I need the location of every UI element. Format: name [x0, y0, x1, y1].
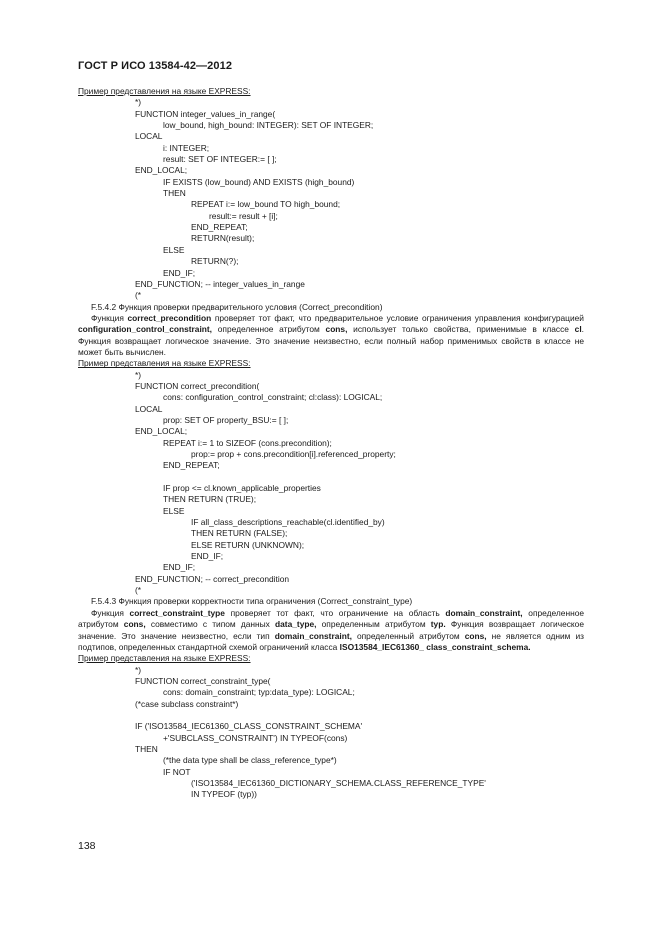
section-heading: F.5.4.3 Функция проверки корректности типа ограничения (Correct_constraint_type): [91, 596, 413, 607]
code-line: i: INTEGER;: [163, 142, 210, 153]
code-line: IF prop <= cl.known_applicable_properties: [163, 483, 321, 494]
code-line: *): [135, 369, 142, 380]
code-line: (*the data type shall be class_reference_type*): [163, 755, 337, 766]
page-number: 138: [78, 840, 96, 852]
code-line: END_IF;: [191, 551, 224, 562]
code-line: ELSE: [163, 505, 185, 516]
code-line: (*: [135, 585, 142, 596]
code-line: REPEAT i:= 1 to SIZEOF (cons.precondition);: [163, 437, 332, 448]
code-line: IF EXISTS (low_bound) AND EXISTS (high_bound): [163, 176, 355, 187]
code-line: END_LOCAL;: [135, 426, 188, 437]
section-heading: F.5.4.2 Функция проверки предварительного условия (Correct_precondition): [91, 301, 383, 312]
code-line: (*: [135, 290, 142, 301]
code-line: IN TYPEOF (typ)): [191, 789, 257, 800]
document-header: ГОСТ Р ИСО 13584-42—2012: [78, 60, 233, 72]
code-line: FUNCTION correct_constraint_type(: [135, 675, 271, 686]
code-line: END_REPEAT;: [191, 222, 248, 233]
blank-line: [78, 472, 584, 483]
code-line: THEN: [135, 743, 158, 754]
code-line: prop: SET OF property_BSU:= [ ];: [163, 414, 289, 425]
code-line: THEN: [163, 188, 186, 199]
section-paragraph: Функция correct_precondition проверяет тот факт, что предварительное условие ограничения управления конфигурацией configuration_control_constraint, определенное атрибутом cons, использует только свойства, применимые в классе cl. Функция возвращает логическое значение. Это значение неизвестно, если полный набор применимых свойств в классе не может быть вычислен.: [78, 312, 584, 357]
section-paragraph: Функция correct_constraint_type проверяет тот факт, что ограничение на область domain_constraint, определенное атрибутом cons, совместимо с типом данных data_type, определенным атрибутом typ. Функция возвращает логическое значение. Это значение неизвестно, если тип domain_constraint, определенный атрибутом cons, не является одним из подтипов, определенных стандартной схемой ограничений класса ISO13584_IEC61360_ class_constraint_schema.: [78, 607, 585, 652]
code-line: prop:= prop + cons.precondition[i].referenced_property;: [191, 449, 396, 459]
example-label: Пример представления на языке EXPRESS:: [78, 86, 251, 96]
blank-line: [78, 710, 584, 721]
code-line: END_IF;: [163, 267, 196, 278]
code-line: END_FUNCTION; -- correct_precondition: [135, 573, 290, 584]
code-line: LOCAL: [135, 403, 163, 414]
code-line: ELSE: [163, 244, 185, 255]
code-line: FUNCTION integer_values_in_range(: [135, 108, 276, 119]
code-line: END_REPEAT;: [163, 460, 220, 471]
code-line: low_bound, high_bound: INTEGER): SET OF INTEGER;: [163, 120, 374, 131]
page-content: [78, 86, 584, 801]
code-line: ELSE RETURN (UNKNOWN);: [191, 539, 305, 550]
example-label: Пример представления на языке EXPRESS:: [78, 653, 251, 664]
code-line: LOCAL: [135, 131, 163, 142]
code-line: FUNCTION correct_precondition(: [135, 380, 260, 391]
code-line: END_LOCAL;: [135, 165, 188, 176]
code-line: *): [135, 97, 142, 108]
code-line: REPEAT i:= low_bound TO high_bound;: [191, 199, 341, 210]
code-line: *): [135, 664, 142, 675]
code-line: IF ('ISO13584_IEC61360_CLASS_CONSTRAINT_SCHEMA': [135, 721, 363, 732]
code-line: cons: domain_constraint; typ:data_type): LOGICAL;: [163, 687, 355, 698]
code-line: cons: configuration_control_constraint; cl:class): LOGICAL;: [163, 392, 383, 403]
code-line: IF NOT: [163, 766, 191, 777]
code-line: THEN RETURN (FALSE);: [191, 528, 288, 539]
code-line: IF all_class_descriptions_reachable(cl.identified_by): [191, 517, 385, 528]
code-line: THEN RETURN (TRUE);: [163, 494, 257, 505]
code-line: END_FUNCTION; -- integer_values_in_range: [135, 278, 305, 289]
code-line: +'SUBCLASS_CONSTRAINT') IN TYPEOF(cons): [163, 732, 348, 743]
example-label: Пример представления на языке EXPRESS:: [78, 358, 251, 369]
code-line: RETURN(?);: [191, 256, 239, 267]
code-line: RETURN(result);: [191, 233, 255, 244]
code-line: result:= result + [i];: [209, 210, 278, 221]
code-line: result: SET OF INTEGER:= [ ];: [163, 154, 277, 165]
code-line: (*case subclass constraint*): [135, 698, 239, 709]
code-line: ('ISO13584_IEC61360_DICTIONARY_SCHEMA.CLASS_REFERENCE_TYPE': [191, 777, 486, 788]
code-line: END_IF;: [163, 562, 196, 573]
